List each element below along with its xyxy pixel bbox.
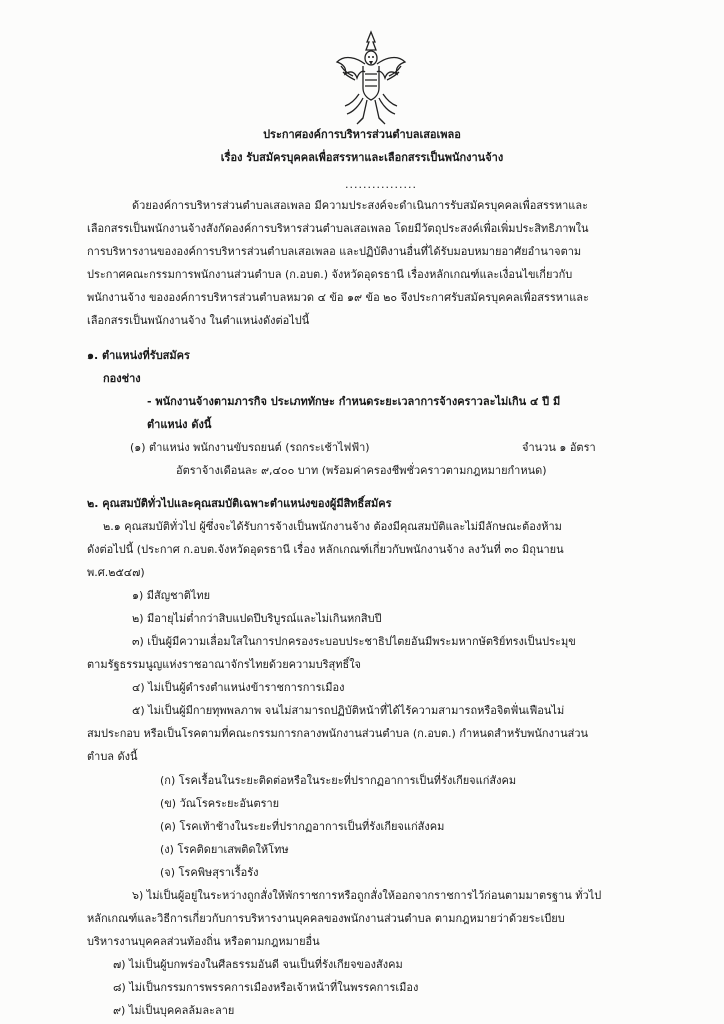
disease-item-d: (ง) โรคติดยาเสพติดให้โทษ <box>160 843 289 856</box>
position-quota: จำนวน ๑ อัตรา <box>522 441 596 454</box>
qualification-item-6-cont-1: หลักเกณฑ์และวิธีการเกี่ยวกับการบริหารงานบุคคลของพนักงานส่วนตำบล ตามกฎหมายว่าด้วยระเบียบ <box>87 912 565 925</box>
document-subject: เรื่อง รับสมัครบุคคลเพื่อสรรหาและเลือกสรรเป็นพนักงานจ้าง <box>220 151 504 164</box>
qualification-item-6-cont-2: บริหารงานบุคคลส่วนท้องถิ่น หรือตามกฎหมายอื่น <box>87 935 320 948</box>
qualification-item-9: ๙) ไม่เป็นบุคคลล้มละลาย <box>113 1004 235 1017</box>
intro-line-3: การบริหารงานขององค์การบริหารส่วนตำบลเสอเพลอ และปฏิบัติงานอื่นที่ได้รับมอบหมายอาศัยอำนาจตาม <box>87 245 582 258</box>
qualification-item-8: ๘) ไม่เป็นกรรมการพรรคการเมืองหรือเจ้าหน้าที่ในพรรคการเมือง <box>113 981 419 994</box>
qualification-item-7: ๗) ไม่เป็นผู้บกพร่องในศีลธรรมอันดี จนเป็นที่รังเกียจของสังคม <box>113 958 403 971</box>
division-name: กองช่าง <box>103 372 141 385</box>
intro-line-5: พนักงานจ้าง ขององค์การบริหารส่วนตำบลหมวด ๔ ข้อ ๑๙ ข้อ ๒๐ จึงประกาศรับสมัครบุคคลเพื่อสรรหาและ <box>87 291 589 304</box>
garuda-emblem-icon <box>333 28 409 128</box>
disease-item-a: (ก) โรคเรื้อนในระยะติดต่อหรือในระยะที่ปรากฏอาการเป็นที่รังเกียจแก่สังคม <box>160 774 517 787</box>
document-title: ประกาศองค์การบริหารส่วนตำบลเสอเพลอ <box>263 128 461 141</box>
employment-type-line-1: - พนักงานจ้างตามภารกิจ ประเภททักษะ กำหนดระยะเวลาการจ้างคราวละไม่เกิน ๔ ปี มี <box>147 395 561 408</box>
intro-line-2: เลือกสรรเป็นพนักงานจ้างสังกัดองค์การบริหารส่วนตำบลเสอเพลอ โดยมีวัตถุประสงค์เพื่อเพิ่มประสิทธิภาพใน <box>87 222 589 235</box>
position-title: (๑) ตำแหน่ง พนักงานขับรถยนต์ (รถกระเช้าไฟฟ้า) <box>130 441 370 454</box>
disease-item-e: (จ) โรคพิษสุราเรื้อรัง <box>160 866 259 879</box>
qualification-item-2: ๒) มีอายุไม่ต่ำกว่าสิบแปดปีบริบูรณ์และไม่เกินหกสิบปี <box>132 612 382 625</box>
qualification-item-5: ๕) ไม่เป็นผู้มีกายทุพพลภาพ จนไม่สามารถปฏิบัติหน้าที่ได้ไร้ความสามารถหรือจิตฟั่นเฟือนไม่ <box>132 704 565 717</box>
section-2-heading: ๒. คุณสมบัติทั่วไปและคุณสมบัติเฉพาะตำแหน่งของผู้มีสิทธิ์สมัคร <box>87 497 392 510</box>
section-2-1-line-1: ๒.๑ คุณสมบัติทั่วไป ผู้ซึ่งจะได้รับการจ้างเป็นพนักงานจ้าง ต้องมีคุณสมบัติและไม่มีลักษณะต้องห้าม <box>103 520 562 533</box>
qualification-item-6: ๖) ไม่เป็นผู้อยู่ในระหว่างถูกสั่งให้พักราชการหรือถูกสั่งให้ออกจากราชการไว้ก่อนตามมาตรฐาน ทั่วไป <box>132 889 602 902</box>
qualification-item-5-cont-2: ตำบล ดังนี้ <box>87 750 138 763</box>
qualification-item-5-cont-1: สมประกอบ หรือเป็นโรคตามที่คณะกรรมการกลางพนักงานส่วนตำบล (ก.อบต.) กำหนดสำหรับพนักงานส่วน <box>87 727 589 740</box>
qualification-item-1: ๑) มีสัญชาติไทย <box>132 589 211 602</box>
employment-type-line-2: ตำแหน่ง ดังนี้ <box>147 418 212 431</box>
qualification-item-3: ๓) เป็นผู้มีความเลื่อมใสในการปกครองระบอบประชาธิปไตยอันมีพระมหากษัตริย์ทรงเป็นประมุข <box>132 635 576 648</box>
qualification-item-3-cont: ตามรัฐธรรมนูญแห่งราชอาณาจักรไทยด้วยความบริสุทธิ์ใจ <box>87 658 362 671</box>
intro-line-1: ด้วยองค์การบริหารส่วนตำบลเสอเพลอ มีความประสงค์จะดำเนินการรับสมัครบุคคลเพื่อสรรหาและ <box>132 199 589 212</box>
section-2-1-line-3: พ.ศ.๒๕๔๗) <box>87 566 145 579</box>
position-salary: อัตราจ้างเดือนละ ๙,๔๐๐ บาท (พร้อมค่าครองชีพชั่วคราวตามกฎหมายกำหนด) <box>176 464 547 477</box>
intro-line-4: ประกาศคณะกรรมการพนักงานส่วนตำบล (ก.อบต.) จังหวัดอุดรธานี เรื่องหลักเกณฑ์และเงื่อนไขเกี่ยวกับ <box>87 268 573 281</box>
disease-item-c: (ค) โรคเท้าช้างในระยะที่ปรากฏอาการเป็นที่รังเกียจแก่สังคม <box>160 820 445 833</box>
section-1-heading: ๑. ตำแหน่งที่รับสมัคร <box>87 349 190 362</box>
title-separator: ................ <box>345 178 417 191</box>
disease-item-b: (ข) วัณโรคระยะอันตราย <box>160 797 280 810</box>
section-2-1-line-2: ดังต่อไปนี้ (ประกาศ ก.อบต.จังหวัดอุดรธานี เรื่อง หลักเกณฑ์เกี่ยวกับพนักงานจ้าง ลงวันที่ ๓๐ มิถุนายน <box>87 543 564 556</box>
qualification-item-4: ๔) ไม่เป็นผู้ดำรงตำแหน่งข้าราชการการเมือง <box>132 681 345 694</box>
intro-line-6: เลือกสรรเป็นพนักงานจ้าง ในตำแหน่งดังต่อไปนี้ <box>87 314 310 327</box>
